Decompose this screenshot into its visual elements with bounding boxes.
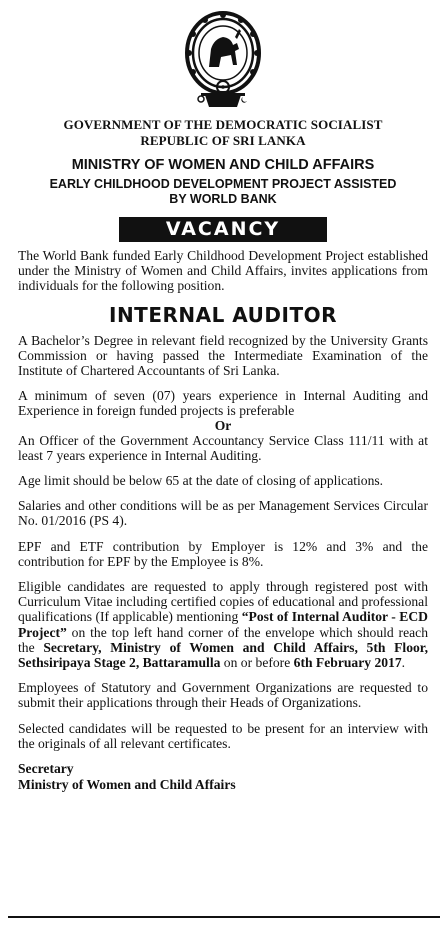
project-line-1: EARLY CHILDHOOD DEVELOPMENT PROJECT ASSISTED xyxy=(49,177,397,191)
epf-etf-contribution: EPF and ETF contribution by Employer is 12% and 3% and the contribution for EPF by the Employee is 8%. xyxy=(18,538,428,569)
officer-requirement: An Officer of the Government Accountancy Service Class 111/11 with at least 7 years experience in Internal Auditing. xyxy=(18,432,428,463)
application-instructions xyxy=(18,579,428,670)
gov-line-2: REPUBLIC OF SRI LANKA xyxy=(140,133,306,148)
apply-text-1: Eligible candidates are requested to apply through registered post with Curriculum Vitae including certified copies of educational and professional qualifications (If applicable) mentioning xyxy=(18,579,428,625)
degree-requirement: A Bachelor’s Degree in relevant field recognized by the University Grants Commission or having passed the Intermediate Examination of the Institute of Chartered Accountants of Sri Lanka. xyxy=(18,332,428,379)
project-line-2: BY WORLD BANK xyxy=(169,192,277,206)
apply-text-2: on the top left hand corner of the envelope which should reach the xyxy=(18,624,428,655)
intro-paragraph: The World Bank funded Early Childhood Development Project established under the Ministry of Women and Child Affairs, invites applications from individuals for the following position. xyxy=(18,248,428,294)
position-title: INTERNAL AUDITOR xyxy=(109,302,337,327)
apply-text-4: . xyxy=(401,655,406,671)
project-heading xyxy=(18,177,428,207)
post-title-mention: “Post of Internal Auditor - ECD Project” xyxy=(18,609,428,640)
employees-note: Employees of Statutory and Government Organizations are requested to submit their applications through their Heads of Organizations. xyxy=(18,680,428,711)
government-heading xyxy=(18,117,428,149)
bottom-divider xyxy=(8,916,440,918)
postal-address: Secretary, Ministry of Women and Child Affairs, 5th Floor, Sethsiripaya Stage 2, Battaramulla xyxy=(18,639,428,671)
signature-org: Ministry of Women and Child Affairs xyxy=(18,776,236,792)
vacancy-banner: VACANCY xyxy=(119,217,327,242)
or-separator: Or xyxy=(214,417,232,433)
ministry-heading: MINISTRY OF WOMEN AND CHILD AFFAIRS xyxy=(71,157,375,173)
gov-line-1: GOVERNMENT OF THE DEMOCRATIC SOCIALIST xyxy=(63,117,383,132)
closing-date: 6th February 2017 xyxy=(293,655,402,671)
salary-conditions: Salaries and other conditions will be as per Management Services Circular No. 01/2016 (PS 4). xyxy=(18,498,428,529)
interview-note: Selected candidates will be requested to be present for an interview with the originals of all relevant certificates. xyxy=(18,720,428,751)
signature-block xyxy=(18,761,428,792)
advertisement-page xyxy=(0,7,444,935)
experience-requirement: A minimum of seven (07) years experience in Internal Auditing and Experience in foreign funded projects is preferable xyxy=(18,388,428,419)
signature-title: Secretary xyxy=(18,761,74,777)
sri-lanka-emblem-icon xyxy=(181,7,265,111)
age-limit: Age limit should be below 65 at the date of closing of applications. xyxy=(18,473,384,489)
apply-text-3: on or before xyxy=(220,655,294,671)
